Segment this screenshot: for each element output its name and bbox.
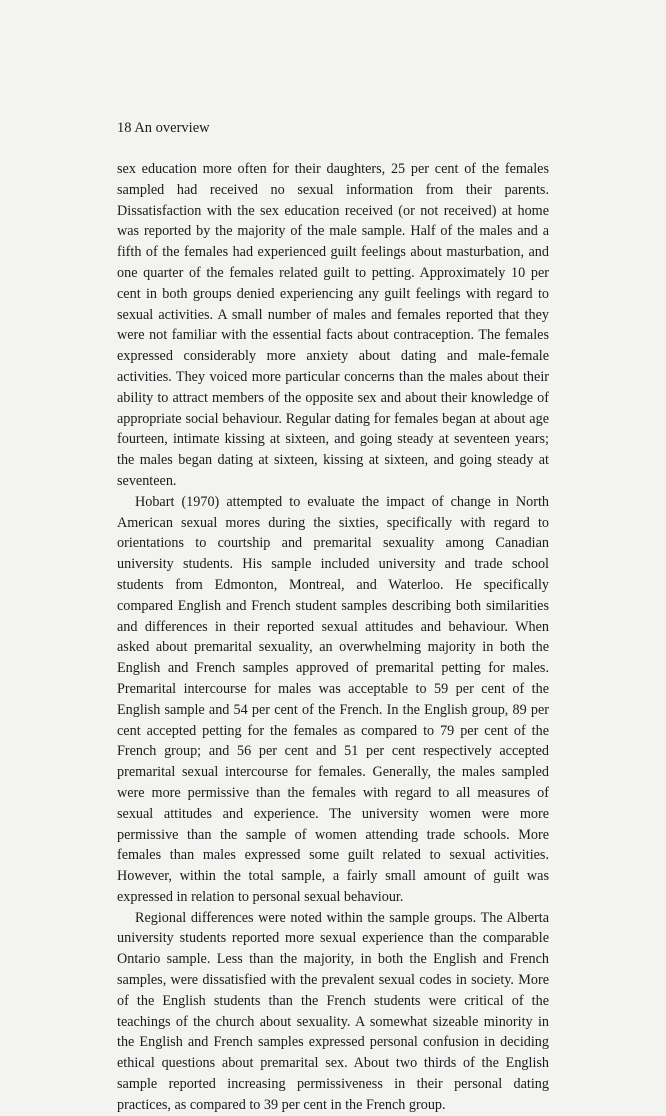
running-head: 18 An overview — [117, 120, 210, 136]
paragraph-2: Hobart (1970) attempted to evaluate the impact of change in North American sexual mores during the sixties, specifically with regard to orientations to courtship and premarital sexuality among Canadian university students. His sample included university and trade school students from Edmonton, Montreal, and Waterloo. He specifically compared English and French student samples describing both similarities and differences in their reported sexual attitudes and behaviour. When asked about premarital sexuality, an overwhelming majority in both the English and French samples approved of premarital petting for males. Premarital intercourse for males was acceptable to 59 per cent of the English sample and 54 per cent of the French. In the English group, 89 per cent accepted petting for the females as compared to 79 per cent of the French group; and 56 per cent and 51 per cent respectively accepted premarital sexual intercourse for females. Generally, the males sampled were more permissive than the females with regard to all measures of sexual attitudes and experience. The university women were more permissive than the sample of women attending trade schools. More females than males expressed some guilt related to sexual activities. However, within the total sample, a fairly small amount of guilt was expressed in relation to personal sexual behaviour. — [117, 493, 549, 905]
paragraph-1: sex education more often for their daughters, 25 per cent of the females sampled had received no sexual information from their parents. Dissatisfaction with the sex education received (or not received) at home was reported by the majority of the male sample. Half of the males and a fifth of the females had experienced guilt feelings about masturbation, and one quarter of the females related guilt to petting. Approximately 10 per cent in both groups denied experiencing any guilt feelings with regard to sexual activities. A small number of males and females reported that they were not familiar with the essential facts about contraception. The females expressed considerably more anxiety about dating and male-female activities. They voiced more particular concerns than the males about their ability to attract members of the opposite sex and about their knowledge of appropriate social behaviour. Regular dating for females began at about age fourteen, intimate kissing at sixteen, and going steady at seventeen years; the males began dating at sixteen, kissing at sixteen, and going steady at seventeen. — [117, 161, 549, 489]
book-page — [117, 118, 549, 1116]
paragraph-3: Regional differences were noted within the sample groups. The Alberta university students reported more sexual experience than the comparable Ontario sample. Less than the majority, in both the English and French samples, were dissatisfied with the prevalent sexual codes in society. More of the English students than the French students were critical of the teachings of the church about sexuality. A somewhat sizeable minority in the English and French samples expressed personal confusion in deciding ethical questions about premarital sex. About two thirds of the English sample reported increasing permissiveness in their personal dating practices, as compared to 39 per cent in the French group. — [117, 909, 549, 1113]
